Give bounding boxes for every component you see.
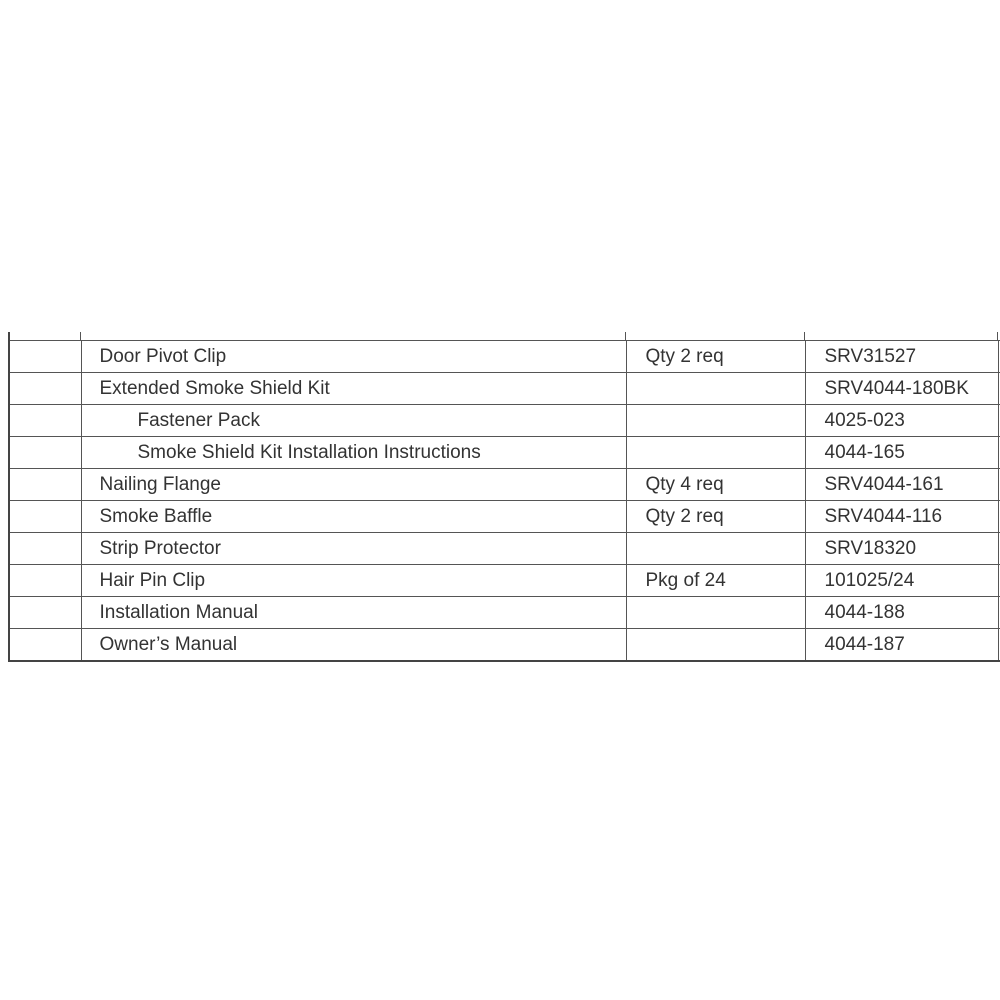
- quantity-cell: [626, 597, 805, 629]
- table-row: [9, 597, 1000, 629]
- part-number-cell: SRV4044-161: [805, 469, 998, 501]
- row-blank-cell: [9, 405, 81, 437]
- description-cell: Owner’s Manual: [81, 629, 626, 662]
- table-row: [9, 629, 1000, 662]
- row-blank-cell: [9, 469, 81, 501]
- parts-list-table: [8, 340, 1000, 662]
- parts-table: [8, 332, 1000, 662]
- quantity-cell: [626, 533, 805, 565]
- table-row: [9, 501, 1000, 533]
- table-row: [9, 469, 1000, 501]
- description-cell: Nailing Flange: [81, 469, 626, 501]
- row-blank-cell: [9, 373, 81, 405]
- table-border: [997, 332, 998, 341]
- table-continuation-edge: [8, 332, 1000, 340]
- row-blank-cell: [9, 565, 81, 597]
- description-cell: Fastener Pack: [81, 405, 626, 437]
- table-border: [80, 332, 81, 341]
- part-number-cell: 4044-188: [805, 597, 998, 629]
- row-blank-cell: [9, 501, 81, 533]
- row-blank-cell: [9, 437, 81, 469]
- part-number-cell: SRV4044-116: [805, 501, 998, 533]
- quantity-cell: [626, 629, 805, 662]
- quantity-cell: Qty 2 req: [626, 341, 805, 373]
- parts-table-body: [9, 341, 1000, 662]
- part-number-cell: 4044-187: [805, 629, 998, 662]
- table-row: [9, 373, 1000, 405]
- description-cell: Smoke Baffle: [81, 501, 626, 533]
- row-blank-cell: [9, 533, 81, 565]
- table-row: [9, 437, 1000, 469]
- table-border: [625, 332, 626, 341]
- part-number-cell: 4044-165: [805, 437, 998, 469]
- description-cell: Hair Pin Clip: [81, 565, 626, 597]
- description-cell: Door Pivot Clip: [81, 341, 626, 373]
- description-cell: Smoke Shield Kit Installation Instructions: [81, 437, 626, 469]
- part-number-cell: 101025/24: [805, 565, 998, 597]
- quantity-cell: [626, 437, 805, 469]
- table-border: [8, 332, 10, 341]
- part-number-cell: 4025-023: [805, 405, 998, 437]
- row-blank-cell: [9, 341, 81, 373]
- part-number-cell: SRV18320: [805, 533, 998, 565]
- quantity-cell: [626, 405, 805, 437]
- description-cell: Extended Smoke Shield Kit: [81, 373, 626, 405]
- part-number-cell: SRV4044-180BK: [805, 373, 998, 405]
- description-cell: Strip Protector: [81, 533, 626, 565]
- quantity-cell: [626, 373, 805, 405]
- table-row: [9, 341, 1000, 373]
- part-number-cell: SRV31527: [805, 341, 998, 373]
- quantity-cell: Qty 2 req: [626, 501, 805, 533]
- row-blank-cell: [9, 629, 81, 662]
- table-row: [9, 565, 1000, 597]
- table-border: [804, 332, 805, 341]
- quantity-cell: Qty 4 req: [626, 469, 805, 501]
- table-row: [9, 533, 1000, 565]
- table-row: [9, 405, 1000, 437]
- quantity-cell: Pkg of 24: [626, 565, 805, 597]
- row-blank-cell: [9, 597, 81, 629]
- description-cell: Installation Manual: [81, 597, 626, 629]
